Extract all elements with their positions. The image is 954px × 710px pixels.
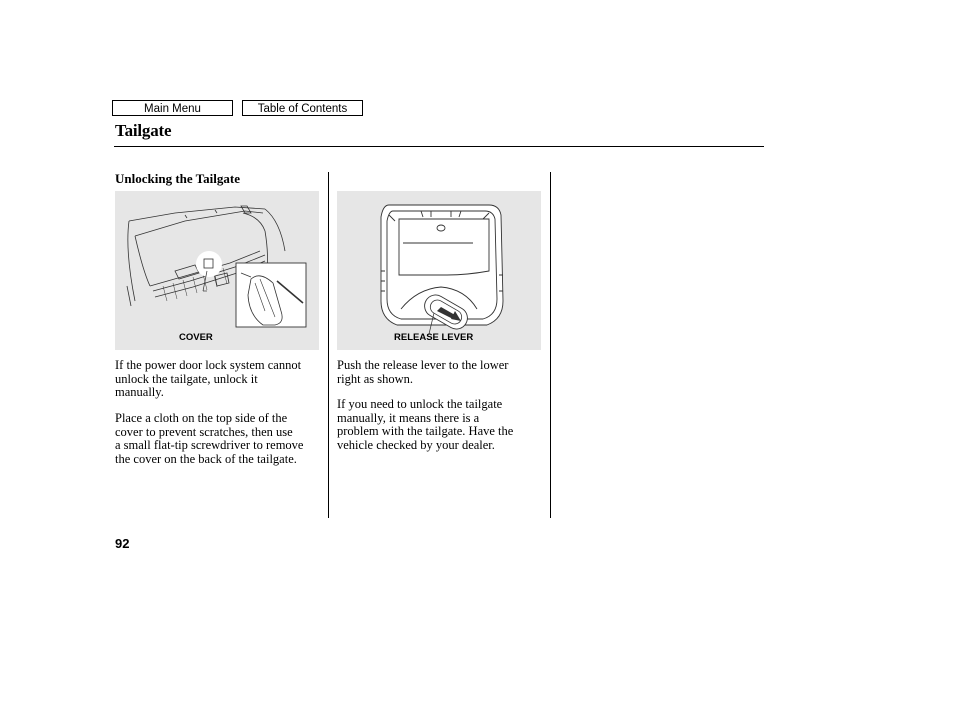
title-rule [114, 146, 764, 147]
column-divider-1 [328, 172, 329, 518]
column1-paragraph2: Place a cloth on the top side of the cover to prevent scratches, then use a small flat-tip screwdriver to remove the cover on the back of the tailgate. [115, 411, 304, 466]
main-menu-button[interactable]: Main Menu [112, 100, 233, 116]
cover-illustration [115, 191, 319, 350]
cover-label: COVER [179, 332, 213, 343]
column-divider-2 [550, 172, 551, 518]
page-number: 92 [115, 536, 130, 551]
section-heading: Unlocking the Tailgate [115, 171, 240, 186]
page-title: Tailgate [115, 121, 172, 140]
release-lever-drawing [337, 191, 541, 350]
column1-paragraph1: If the power door lock system cannot unlock the tailgate, unlock it manually. [115, 358, 302, 399]
table-of-contents-button[interactable]: Table of Contents [242, 100, 363, 116]
release-lever-label: RELEASE LEVER [394, 332, 474, 343]
column2-paragraph2: If you need to unlock the tailgate manually, it means there is a problem with the tailgate. Have the vehicle checked by your dealer. [337, 397, 514, 452]
column2-paragraph1: Push the release lever to the lower right as shown. [337, 358, 509, 386]
release-lever-illustration [337, 191, 541, 350]
tailgate-cover-drawing [115, 191, 319, 350]
